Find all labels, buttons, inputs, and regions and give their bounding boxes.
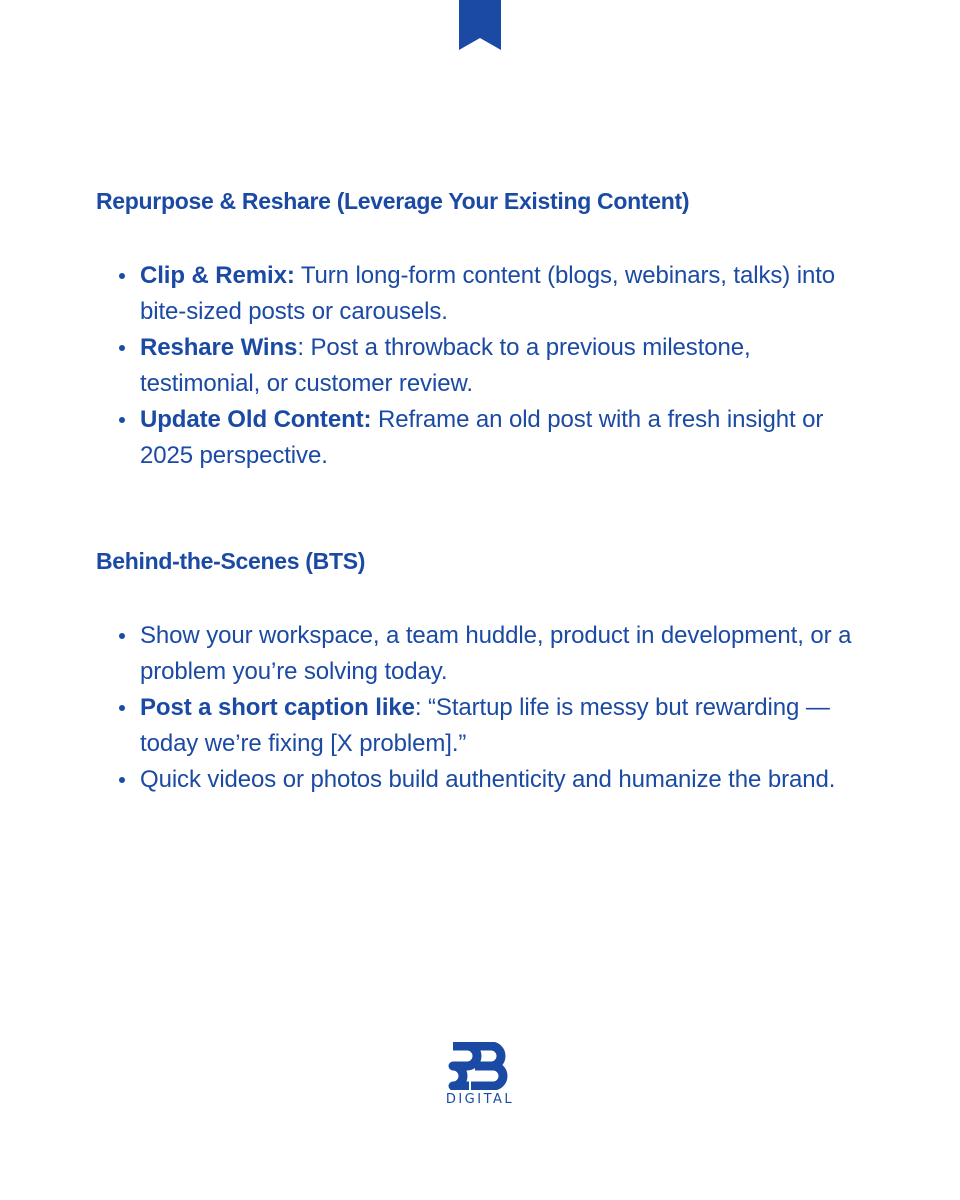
list-item [96, 330, 876, 402]
bullet-list [96, 618, 876, 798]
section-behind-the-scenes [96, 544, 876, 798]
bullet-dot-icon [119, 417, 125, 423]
bookmark-ribbon-icon [459, 0, 501, 50]
bullet-list [96, 258, 876, 474]
bb-monogram-icon [445, 1042, 515, 1090]
section-title: Behind-the-Scenes (BTS) [96, 548, 366, 574]
list-item [96, 690, 876, 762]
bullet-dot-icon [119, 273, 125, 279]
list-item [96, 402, 876, 474]
item-lead: Post a short caption like [140, 694, 415, 721]
item-text: Turn long-form content (blogs, webinars, talks) into bite-sized posts or carousels. [140, 262, 836, 325]
item-text: : Post a throwback to a previous milestone, testimonial, or customer review. [140, 334, 751, 397]
bullet-dot-icon [119, 345, 125, 351]
brand-logo [440, 1042, 520, 1107]
logo-wordmark: DIGITAL [445, 1092, 515, 1107]
item-text: Reframe an old post with a fresh insight or 2025 perspective. [140, 406, 824, 469]
item-lead: Clip & Remix: [140, 262, 295, 289]
list-item [96, 762, 876, 798]
item-lead: Reshare Wins [140, 334, 298, 361]
item-lead: Update Old Content: [140, 406, 372, 433]
item-text: Show your workspace, a team huddle, product in development, or a problem you’re solving today. [140, 622, 852, 685]
section-title: Repurpose & Reshare (Leverage Your Existing Content) [96, 188, 690, 214]
list-item [96, 258, 876, 330]
section-repurpose [96, 184, 876, 474]
item-text: : “Startup life is messy but rewarding — today we’re fixing [X problem].” [140, 694, 830, 757]
bullet-dot-icon [119, 705, 125, 711]
bullet-dot-icon [119, 777, 125, 783]
item-text: Quick videos or photos build authenticity and humanize the brand. [140, 766, 836, 793]
list-item [96, 618, 876, 690]
bullet-dot-icon [119, 633, 125, 639]
